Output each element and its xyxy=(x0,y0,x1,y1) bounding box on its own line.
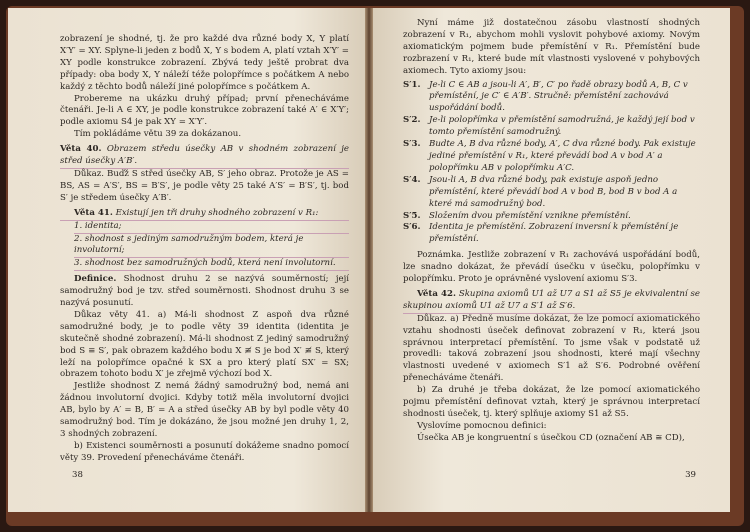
left-paragraph-3: Tím pokládáme větu 39 za dokázanou. xyxy=(74,129,242,140)
theorem-41-text: Existují jen tři druhy shodného zobrazení v R₁: xyxy=(115,207,319,218)
axiom-item xyxy=(403,115,700,139)
definition xyxy=(60,274,349,310)
axiom-label: S′1. xyxy=(403,79,421,90)
axiom-label: S′6. xyxy=(403,222,421,233)
axiom-text: Budte A, B dva různé body, A′, C dva různé body. Pak existuje jediné přemístění v R₁, které převádí bod A v bod A′ a polopřímku AB v polopřímku A′C. xyxy=(429,139,696,173)
remark-text: Jestliže zobrazení v R₁ zachovává uspořádání bodů, lze snadno dokázat, že převádí úsečku v úsečku, polopřímku v polopřímku. Proto je oprávněné vyslovení axiomu S′3. xyxy=(403,250,700,285)
definition-label: Definice. xyxy=(74,274,117,285)
theorem-41 xyxy=(60,208,349,221)
left-paragraph-2: Probereme na ukázku druhý případ; první přenecháváme čtenáři. Je-li A ∈ XY, je podle konstrukce zobrazení také A′ ∈ X′Y′; podle axiomu S4 je pak XY = X′Y′. xyxy=(60,93,349,128)
list-item: 2. shodnost s jediným samodružným bodem, která je involutorní; xyxy=(74,234,349,259)
proof-42-a xyxy=(403,314,700,385)
list-item: 1. identita; xyxy=(74,221,349,234)
theorem-42-label: Věta 42. xyxy=(417,288,456,299)
proof-40-text: Buďž S střed úsečky AB, S′ jeho obraz. Protože je AS = BS, AS = A′S′, BS = B′S′, je podle věty 25 také A′S′ = B′S′, tj. bod S′ je středem úsečky A′B′. xyxy=(60,168,349,203)
theorem-41-list xyxy=(60,221,349,272)
right-paragraph-1: Nyní máme již dostatečnou zásobu vlastností shodných zobrazení v R₁, abychom mohli vyslovit pohybové axiomy. Novým axiomatickým pojmem bude přemístění v R₁. Přemístění bude rozbrazení v R₁, které bude mít vlastnosti vyslovené v pohybových axiomech. Tyto axiomy jsou: xyxy=(403,18,700,76)
book-gutter xyxy=(365,8,373,512)
axiom-label: S′2. xyxy=(403,115,421,126)
remark xyxy=(403,250,700,286)
left-paragraph-1: zobrazení je shodné, tj. že pro každé dva různé body X, Y platí X′Y′ = XY. Splyne-li jeden z bodů X, Y s bodem A, platí vztah X′Y′ = XY podle konstrukce zobrazení. Zbývá tedy ještě probrat dva případy: oba body X, Y náleží téže polopřímce s počátkem A nebo každý z těchto bodů náleží jiné polopřímce s počátkem A. xyxy=(60,34,349,92)
proof-41-b: b) Existenci souměrnosti a posunutí dokážeme snadno pomocí věty 39. Provedení přenecháváme čtenáři. xyxy=(60,440,349,463)
definition-text: Shodnost druhu 2 se nazývá souměrností; její samodružný bod je tzv. střed souměrnosti. Shodnost druhu 3 se nazývá posunutí. xyxy=(60,274,349,309)
theorem-42-text: Skupina axiomů U1 až U7 a S1 až S5 je ekvivalentní se skupinou axiomů U1 až U7 a S′1 až S′6. xyxy=(403,288,701,311)
congruence-definition: Úsečka AB je kongruentní s úsečkou CD (označení AB ≅ CD), xyxy=(417,432,685,443)
proof-40 xyxy=(60,169,349,205)
theorem-40 xyxy=(60,144,349,169)
axiom-item xyxy=(403,139,700,175)
proof-41-continued: Jestliže shodnost Z nemá žádný samodružný bod, nemá ani žádnou involutorní dvojici. Kdyby totiž měla involutorní dvojici AB, bylo by A′ = B, B′ = A a střed úsečky AB by byl podle věty 40 samodružný bod. Tím je dokázáno, že jsou možné jen druhy 1, 2, 3 shodných zobrazení. xyxy=(60,381,349,439)
list-item: 3. shodnost bez samodružných bodů, která není involutorní. xyxy=(74,258,349,271)
axiom-item xyxy=(403,222,700,246)
axiom-item xyxy=(403,79,700,116)
page-number-right: 39 xyxy=(685,470,696,481)
proof-41-a: Důkaz věty 41. a) Má-li shodnost Z aspoň dva různé samodružné body, je to podle věty 39 identita (identita je skutečně shodné zobrazení). Má-li shodnost Z jediný samodružný bod S ≡ S′, pak obrazem každého bodu X ≢ S je bod X′ ≢ S, který leží na polopřímce opačné k SX a pro který platí SX′ = SX; obrazem tohoto bodu X′ je zřejmě výchozí bod X. xyxy=(60,309,349,380)
axiom-text: Je-li polopřímka v přemístění samodružná, je každý její bod v tomto přemístění samodružný. xyxy=(429,115,695,138)
theorem-42 xyxy=(403,289,700,314)
left-page xyxy=(8,8,365,512)
axiom-label: S′5. xyxy=(403,210,421,221)
proof-42-b: b) Za druhé je třeba dokázat, že lze pomocí axiomatického pojmu přemístění definovat vztah, který je správnou interpretací shodnosti úseček, tj. který splňuje axiomy S1 až S5. xyxy=(403,385,700,419)
axiom-item xyxy=(403,210,700,223)
remark-label: Poznámka. xyxy=(417,250,465,261)
proof-label: Důkaz. xyxy=(74,168,105,179)
axiom-text: Jsou-li A, B dva různé body, pak existuje aspoň jedno přemístění, které převádí bod A v bod B, bod B v bod A a které má samodružný bod. xyxy=(429,174,678,209)
axiom-text: Je-li C ∈ AB a jsou-li A′, B′, C′ po řadě obrazy bodů A, B, C v přemístění, je C′ ∈ A′B′. Stručně: přemístění zachovává uspořádání bodů. xyxy=(429,79,688,114)
axiom-item xyxy=(403,174,700,211)
theorem-41-label: Věta 41. xyxy=(74,207,113,218)
right-page xyxy=(373,8,730,512)
axiom-list xyxy=(403,80,700,247)
axiom-text: Složením dvou přemístění vznikne přemístění. xyxy=(429,210,631,221)
auxiliary-definition-intro: Vyslovíme pomocnou definici: xyxy=(417,420,547,431)
theorem-40-label: Věta 40. xyxy=(60,144,102,155)
axiom-label: S′3. xyxy=(403,139,421,150)
axiom-label: S′4. xyxy=(403,174,421,185)
proof-42-a-text: a) Předně musíme dokázat, že lze pomocí axiomatického vztahu shodnosti úseček definovat zobrazení v R₁, která jsou správnou interpretací přemístění. To jsme však v podstatě už provedli: taková zobrazení jsou shodnosti, které mají všechny vlastnosti uvedené v axiomech S′1 až S′6. Podrobné ověření přenecháváme čtenáři. xyxy=(403,313,700,384)
axiom-text: Identita je přemístění. Zobrazení inversní k přemístění je přemístění. xyxy=(429,222,679,245)
theorem-40-text: Obrazem středu úsečky AB v shodném zobrazení je střed úsečky A′B′. xyxy=(60,144,350,167)
proof-label: Důkaz. xyxy=(417,313,448,324)
page-number-left: 38 xyxy=(72,470,83,481)
